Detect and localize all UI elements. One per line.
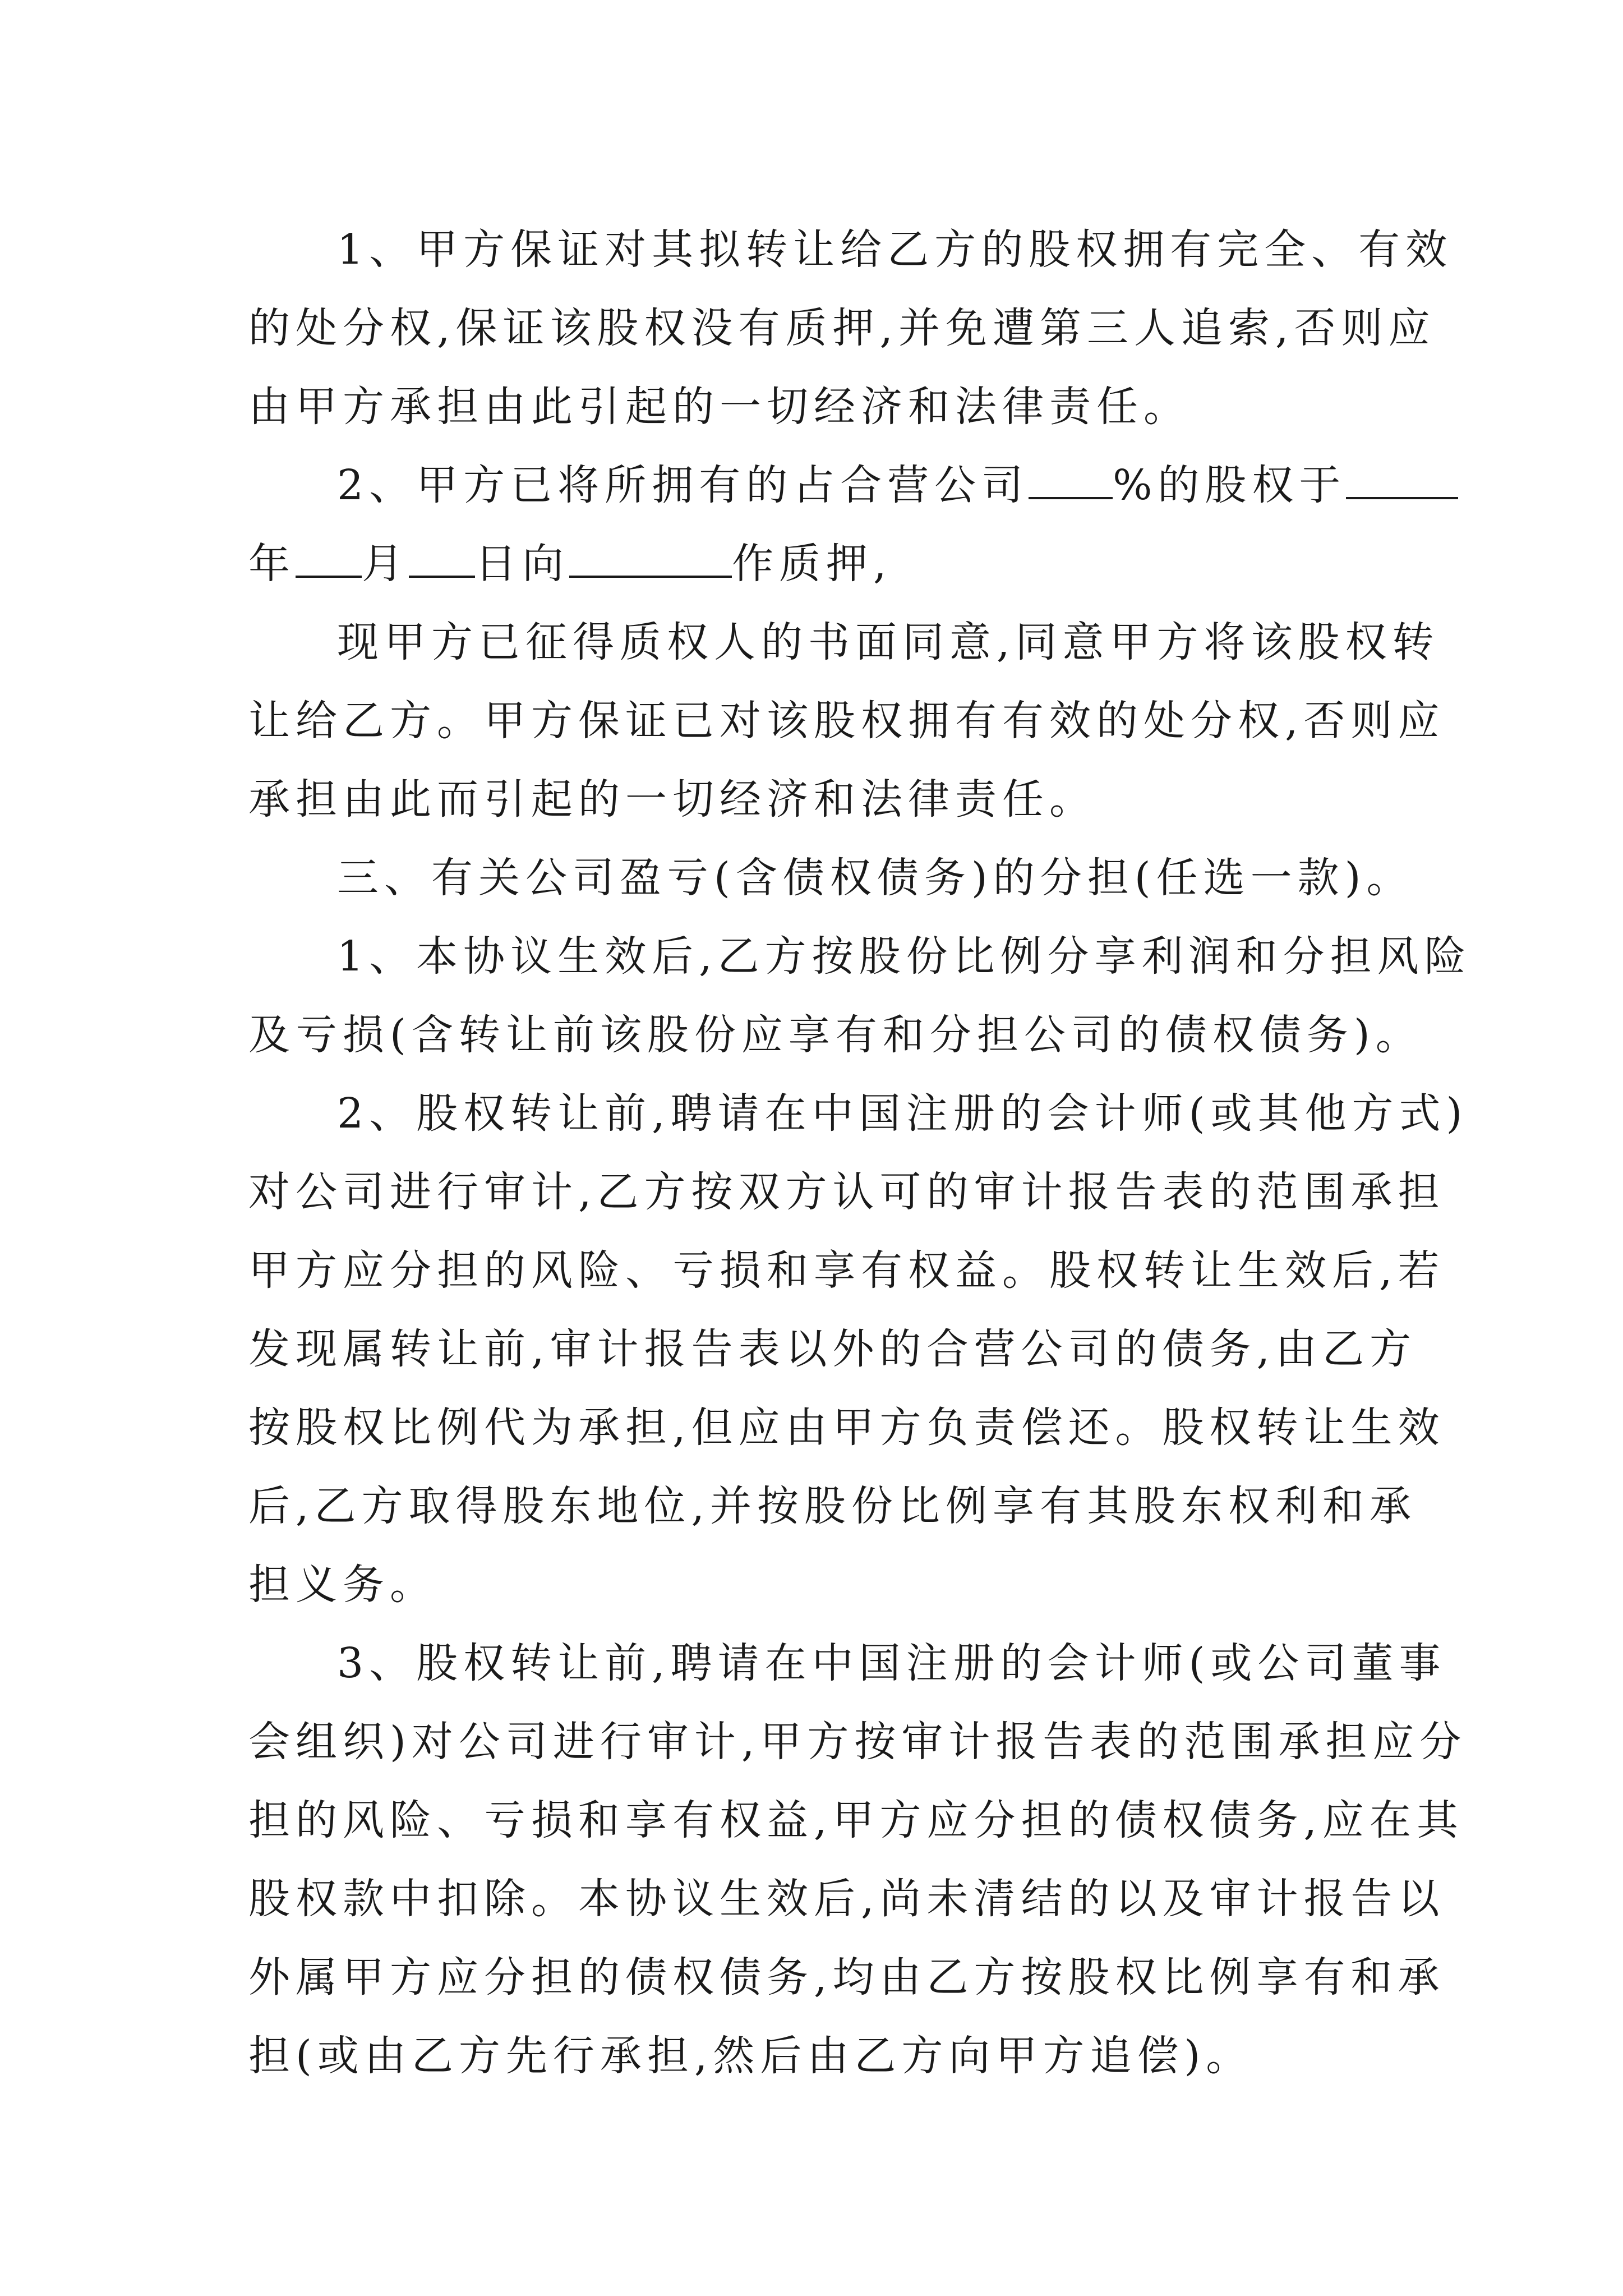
clause-text: 年	[248, 540, 296, 588]
clause-text: %的股权于	[1113, 461, 1347, 509]
paragraph-line: 承担由此而引起的一切经济和法律责任。	[248, 775, 1096, 823]
fill-blank-day[interactable]	[409, 542, 475, 578]
paragraph-line-with-blanks	[248, 524, 1381, 603]
paragraph-line: 3、股权转让前,聘请在中国注册的会计师(或公司董事	[337, 1639, 1446, 1687]
paragraph-line: 发现属转让前,审计报告表以外的合营公司的债务,由乙方	[248, 1325, 1417, 1373]
paragraph-line: 2、股权转让前,聘请在中国注册的会计师(或其他方式)	[337, 1089, 1468, 1138]
paragraph-line: 甲方应分担的风险、亏损和享有权益。股权转让生效后,若	[248, 1246, 1445, 1295]
paragraph-line: 后,乙方取得股东地位,并按股份比例享有其股东权利和承	[248, 1482, 1417, 1530]
paragraph-line: 担的风险、亏损和享有权益,甲方应分担的债权债务,应在其	[248, 1796, 1464, 1844]
paragraph-line: 按股权比例代为承担,但应由甲方负责偿还。股权转让生效	[248, 1404, 1445, 1452]
paragraph-line: 及亏损(含转让前该股份应享有和分担公司的债权债务)。	[248, 1011, 1423, 1059]
fill-blank-month[interactable]	[296, 542, 362, 578]
clause-text: 作质押,	[732, 540, 892, 588]
fill-blank-year[interactable]	[1346, 463, 1458, 499]
clause-text: 日向	[475, 540, 569, 588]
paragraph-line: 对公司进行审计,乙方按双方认可的审计报告表的范围承担	[248, 1168, 1445, 1216]
paragraph-line: 1、甲方保证对其拟转让给乙方的股权拥有完全、有效	[337, 226, 1453, 274]
section-heading: 三、有关公司盈亏(含债权债务)的分担(任选一款)。	[337, 854, 1414, 902]
paragraph-line: 担义务。	[248, 1561, 437, 1609]
paragraph-line: 股权款中扣除。本协议生效后,尚未清结的以及审计报告以	[248, 1875, 1445, 1923]
fill-blank-percent[interactable]	[1029, 463, 1113, 499]
paragraph-line: 的处分权,保证该股权没有质押,并免遭第三人追索,否则应	[248, 304, 1436, 352]
clause-text: 月	[362, 540, 409, 588]
clause-text: 2、甲方已将所拥有的占合营公司	[337, 461, 1029, 509]
paragraph-line: 担(或由乙方先行承担,然后由乙方向甲方追偿)。	[248, 2032, 1253, 2080]
document-body	[248, 210, 1472, 2095]
paragraph-line: 会组织)对公司进行审计,甲方按审计报告表的范围承担应分	[248, 1718, 1467, 1766]
paragraph-line: 1、本协议生效后,乙方按股份比例分享利润和分担风险	[337, 932, 1472, 981]
fill-blank-pledgee[interactable]	[569, 542, 732, 578]
paragraph-line: 让给乙方。甲方保证已对该股权拥有有效的处分权,否则应	[248, 697, 1445, 745]
paragraph-line: 现甲方已征得质权人的书面同意,同意甲方将该股权转	[337, 618, 1440, 666]
paragraph-line: 外属甲方应分担的债权债务,均由乙方按股权比例享有和承	[248, 1953, 1445, 2001]
paragraph-line: 由甲方承担由此引起的一切经济和法律责任。	[248, 383, 1191, 431]
paragraph-line-with-blanks	[248, 446, 1381, 524]
